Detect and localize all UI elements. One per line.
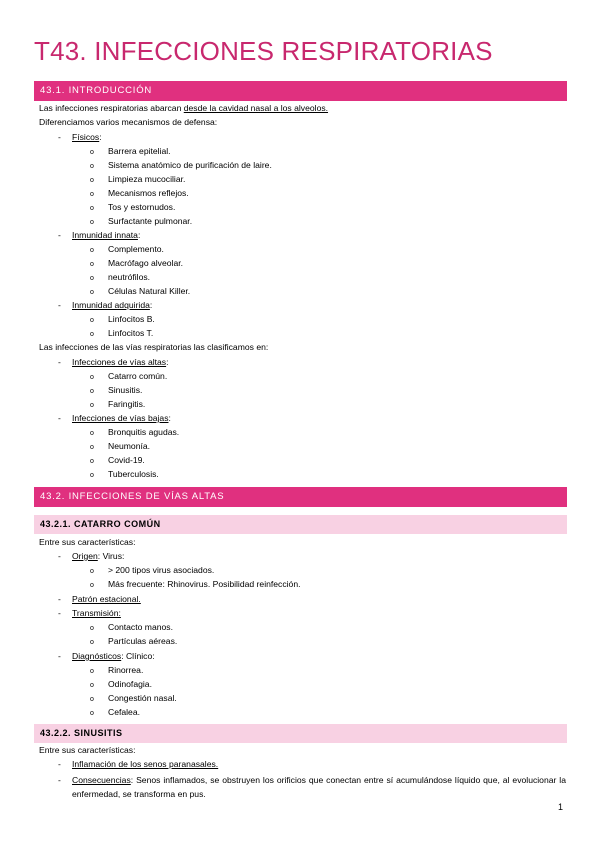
- fisicos-item: - Físicos:: [58, 132, 102, 142]
- list-item: o Mecanismos reflejos.: [90, 188, 189, 198]
- list-item: o Covid-19.: [90, 455, 145, 465]
- list-item: o Catarro común.: [90, 371, 168, 381]
- list-item: o Sistema anatómico de purificación de laire.: [90, 160, 272, 170]
- list-item: o neutrófilos.: [90, 272, 151, 282]
- list-item: o Partículas aéreas.: [90, 636, 178, 646]
- transmision-item: - Transmisión:: [58, 608, 121, 618]
- list-item: o Linfocitos B.: [90, 314, 155, 324]
- page-title: T43. INFECCIONES RESPIRATORIAS: [34, 36, 493, 66]
- inflamacion-item: - Inflamación de los senos paranasales.: [58, 759, 219, 769]
- caracteristicas-text-2: Entre sus características:: [39, 745, 136, 755]
- page-number: 1: [558, 802, 564, 812]
- list-item: o Más frecuente: Rhinovirus. Posibilidad reinfección.: [90, 579, 301, 589]
- list-item: o Faringitis.: [90, 399, 146, 409]
- intro-text: Las infecciones respiratorias abarcan desde la cavidad nasal a los alveolos.: [39, 103, 329, 113]
- list-item: o Barrera epitelial.: [90, 146, 171, 156]
- patron-item: - Patrón estacional.: [58, 594, 141, 604]
- list-item: o Sinusitis.: [90, 385, 143, 395]
- adquirida-item: - Inmunidad adquirida:: [58, 300, 153, 310]
- list-item: o Congestión nasal.: [90, 693, 177, 703]
- list-item: o Odinofagia.: [90, 679, 152, 689]
- list-item: o Cefalea.: [90, 707, 141, 717]
- bajas-item: - Infecciones de vías bajas:: [58, 413, 171, 423]
- list-item: o Neumonía.: [90, 441, 151, 451]
- section-heading-introduccion: 43.1. INTRODUCCIÓN: [34, 81, 567, 101]
- list-item: o Bronquitis agudas.: [90, 427, 180, 437]
- list-item: o Contacto manos.: [90, 622, 173, 632]
- list-item: o Surfactante pulmonar.: [90, 216, 193, 226]
- origen-item: - Origen: Virus:: [58, 551, 125, 561]
- list-item: o Rinorrea.: [90, 665, 144, 675]
- list-item: o Complemento.: [90, 244, 164, 254]
- list-item: o Tos y estornudos.: [90, 202, 176, 212]
- caracteristicas-text: Entre sus características:: [39, 537, 136, 547]
- innata-item: - Inmunidad innata:: [58, 230, 141, 240]
- altas-item: - Infecciones de vías altas:: [58, 357, 169, 367]
- list-item: o Limpieza mucociliar.: [90, 174, 186, 184]
- list-item: o Linfocitos T.: [90, 328, 154, 338]
- list-item: o Macrófago alveolar.: [90, 258, 183, 268]
- diagnosticos-item: - Diagnósticos: Clínico:: [58, 651, 155, 661]
- list-item: o Células Natural Killer.: [90, 286, 191, 296]
- list-item: o Tuberculosis.: [90, 469, 159, 479]
- clasif-text: Las infecciones de las vías respiratorias las clasificamos en:: [39, 342, 269, 352]
- subheading-sinusitis: 43.2.2. SINUSITIS: [34, 724, 567, 743]
- consecuencias-item: - Consecuencias: Senos inflamados, se obstruyen los orificios que conectan entre sí acumulándose líquido que, al evolucionar la enfermedad, se transforma en pus.: [58, 775, 566, 799]
- defensas-text: Diferenciamos varios mecanismos de defensa:: [39, 117, 218, 127]
- subheading-catarro: 43.2.1. CATARRO COMÚN: [34, 515, 567, 534]
- list-item: o > 200 tipos virus asociados.: [90, 565, 215, 575]
- section-heading-vias-altas: 43.2. INFECCIONES DE VÍAS ALTAS: [34, 487, 567, 507]
